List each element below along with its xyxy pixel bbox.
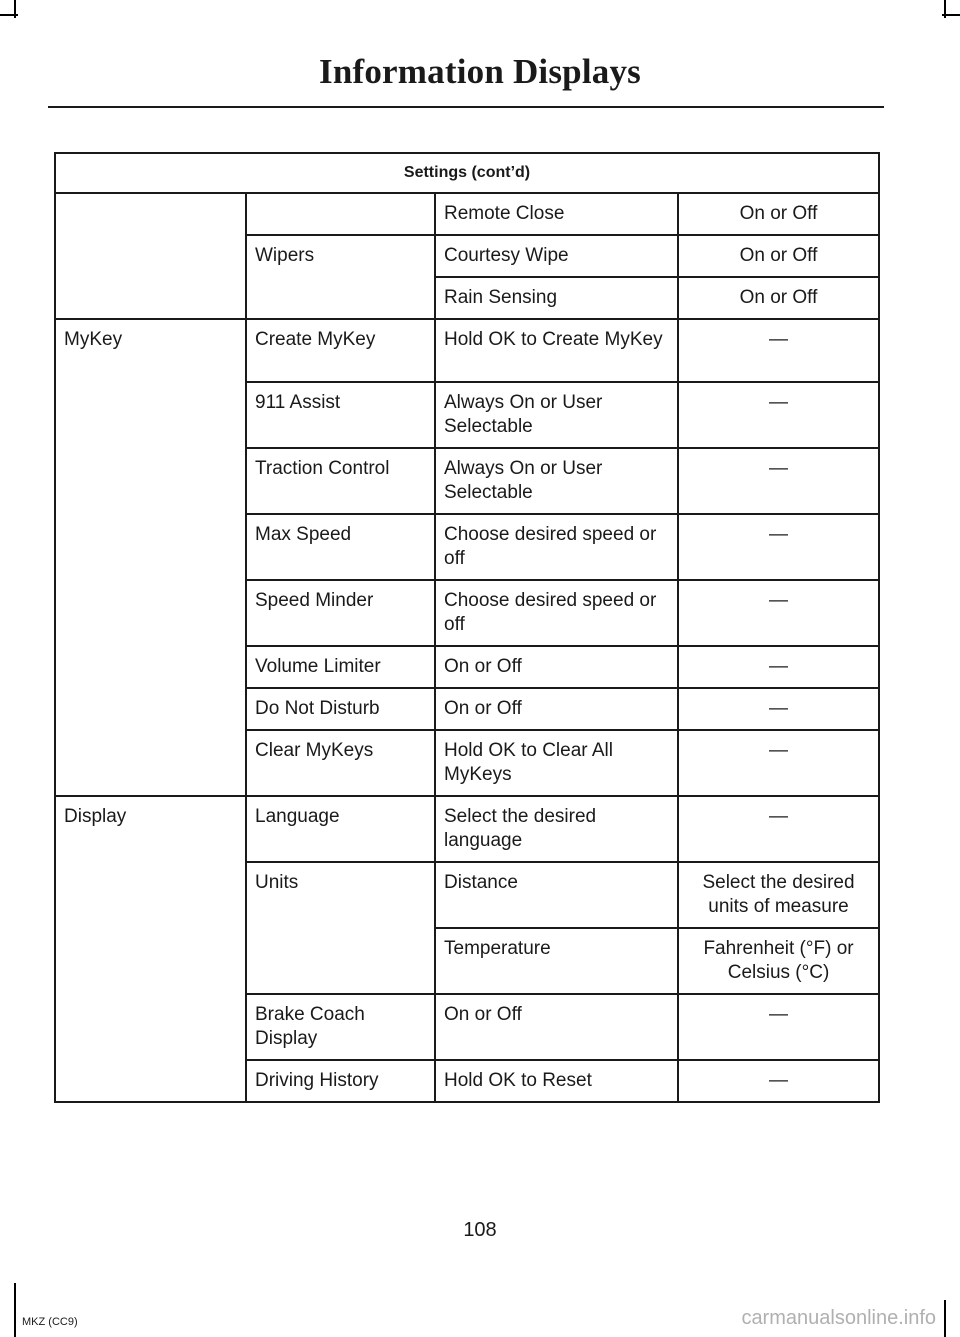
option-cell: Distance — [435, 862, 678, 928]
table-row — [55, 193, 879, 235]
option-cell: Remote Close — [435, 193, 678, 235]
option-cell: Always On or User Selectable — [435, 448, 678, 514]
value-cell: — — [678, 646, 879, 688]
value-cell: Fahrenheit (°F) or Celsius (°C) — [678, 928, 879, 994]
crop-mark — [14, 1283, 16, 1337]
value-cell: On or Off — [678, 235, 879, 277]
setting-cell: Speed Minder — [246, 580, 435, 646]
option-cell: Courtesy Wipe — [435, 235, 678, 277]
value-cell: — — [678, 448, 879, 514]
setting-cell: 911 Assist — [246, 382, 435, 448]
setting-cell: Create MyKey — [246, 319, 435, 382]
option-cell: Select the desired language — [435, 796, 678, 862]
setting-cell: Language — [246, 796, 435, 862]
option-cell: On or Off — [435, 688, 678, 730]
value-cell: — — [678, 688, 879, 730]
table-row — [55, 796, 879, 862]
footer-watermark: carmanualsonline.info — [741, 1307, 936, 1329]
option-cell: Choose desired speed or off — [435, 580, 678, 646]
footer-model-code: MKZ (CC9) — [22, 1316, 78, 1328]
setting-cell: Brake Coach Display — [246, 994, 435, 1060]
crop-mark — [0, 14, 18, 16]
table-row — [55, 319, 879, 382]
option-cell: Hold OK to Reset — [435, 1060, 678, 1102]
setting-cell: Do Not Disturb — [246, 688, 435, 730]
value-cell: Select the desired units of measure — [678, 862, 879, 928]
value-cell: — — [678, 1060, 879, 1102]
setting-cell: Units — [246, 862, 435, 994]
option-cell: Hold OK to Clear All MyKeys — [435, 730, 678, 796]
value-cell: On or Off — [678, 193, 879, 235]
crop-mark — [942, 14, 960, 16]
table-caption: Settings (cont’d) — [55, 153, 879, 193]
setting-cell — [246, 193, 435, 235]
value-cell: On or Off — [678, 277, 879, 319]
setting-cell: Max Speed — [246, 514, 435, 580]
option-cell: Rain Sensing — [435, 277, 678, 319]
setting-cell: Driving History — [246, 1060, 435, 1102]
value-cell: — — [678, 730, 879, 796]
option-cell: Choose desired speed or off — [435, 514, 678, 580]
value-cell: — — [678, 514, 879, 580]
page-title: Information Displays — [319, 52, 641, 91]
category-cell — [55, 193, 246, 319]
option-cell: Always On or User Selectable — [435, 382, 678, 448]
setting-cell: Wipers — [246, 235, 435, 319]
value-cell: — — [678, 994, 879, 1060]
category-cell: MyKey — [55, 319, 246, 796]
value-cell: — — [678, 382, 879, 448]
value-cell: — — [678, 319, 879, 382]
option-cell: On or Off — [435, 994, 678, 1060]
setting-cell: Volume Limiter — [246, 646, 435, 688]
setting-cell: Clear MyKeys — [246, 730, 435, 796]
title-divider — [48, 106, 884, 108]
setting-cell: Traction Control — [246, 448, 435, 514]
value-cell: — — [678, 580, 879, 646]
option-cell: Hold OK to Create MyKey — [435, 319, 678, 382]
settings-table — [54, 152, 880, 1103]
page-number: 108 — [463, 1219, 497, 1241]
crop-mark — [944, 1300, 946, 1337]
value-cell: — — [678, 796, 879, 862]
option-cell: Temperature — [435, 928, 678, 994]
option-cell: On or Off — [435, 646, 678, 688]
category-cell: Display — [55, 796, 246, 1102]
